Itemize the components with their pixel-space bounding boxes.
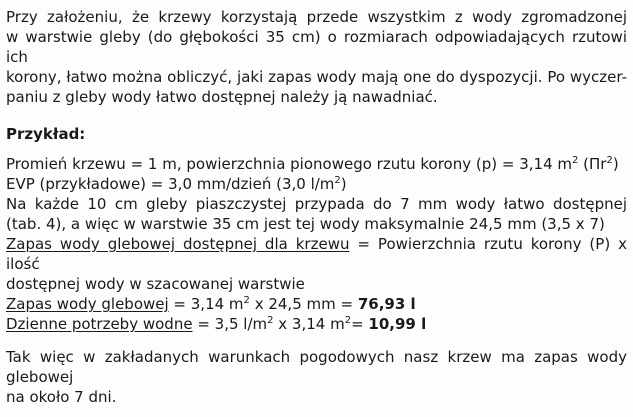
crown-area-text: Promień krzewu = 1 m, powierzchnia pionowego rzutu korony (p) = 3,14 m [6,155,572,173]
formula-text: ) [612,155,619,173]
example-line-daily-needs [6,314,627,334]
formula-text: (Πr [578,155,607,173]
example-line-evp [6,174,627,194]
example-line-crown-area [6,154,627,174]
superscript: 2 [344,315,352,326]
intro-line-2: w warstwie gleby (do głębokości 35 cm) o rozmiarach odpowiadających rzutowi ich [6,28,627,66]
reserve-calc-term: Zapas wody glebowej [6,295,169,313]
intro-paragraph [6,7,627,107]
intro-line-4: paniu z gleby wody łatwo dostępnej należy ją nawadniać. [6,88,438,106]
daily-needs-text: = 3,5 l/m [192,315,268,333]
evp-text: EVP (przykładowe) = 3,0 mm/dzień (3,0 l/m [6,175,335,193]
evp-text-end: ) [340,175,347,193]
reserve-result: 76,93 l [357,295,416,313]
example-heading: Przykład: [6,125,86,143]
reserve-definition-text: = Powierzchnia rzutu korony (P) x ilość [6,235,627,273]
example-line-reserve-definition-cont: dostępnej wody w szacowanej warstwie [6,275,305,293]
example-block [6,154,627,334]
superscript: 2 [267,315,274,326]
daily-needs-eq: = [351,315,369,333]
daily-needs-result: 10,99 l [368,315,427,333]
conclusion-line-1: Tak więc w zakładanych warunkach pogodowych nasz krzew ma zapas wody glebowej [6,348,627,386]
conclusion-paragraph [6,347,627,407]
conclusion-line-2: na około 7 dni. [6,388,117,406]
superscript: 2 [243,295,250,306]
superscript: 2 [572,155,579,166]
superscript: 2 [334,175,341,186]
example-line-reserve-calc [6,294,627,314]
example-line-max-water: (tab. 4), a więc w warstwie 35 cm jest tej wody maksymalnie 24,5 mm (3,5 x 7) [6,215,605,233]
daily-needs-term: Dzienne potrzeby wodne [6,315,193,333]
intro-line-1: Przy założeniu, że krzewy korzystają przede wszystkim z wody zgromadzonej [6,8,627,26]
daily-needs-text-mid: x 3,14 m [273,315,345,333]
reserve-calc-text-mid: x 24,5 mm = [249,295,358,313]
example-line-soil: Na każde 10 cm gleby piaszczystej przypada do 7 mm wody łatwo dostępnej [6,195,627,213]
reserve-calc-text: = 3,14 m [168,295,244,313]
intro-line-3: korony, łatwo można obliczyć, jaki zapas wody mają one do dyspozycji. Po wyczer- [6,68,627,86]
superscript: 2 [606,155,613,166]
example-line-reserve-definition [6,234,627,274]
reserve-definition-term: Zapas wody glebowej dostępnej dla krzewu [6,235,350,253]
